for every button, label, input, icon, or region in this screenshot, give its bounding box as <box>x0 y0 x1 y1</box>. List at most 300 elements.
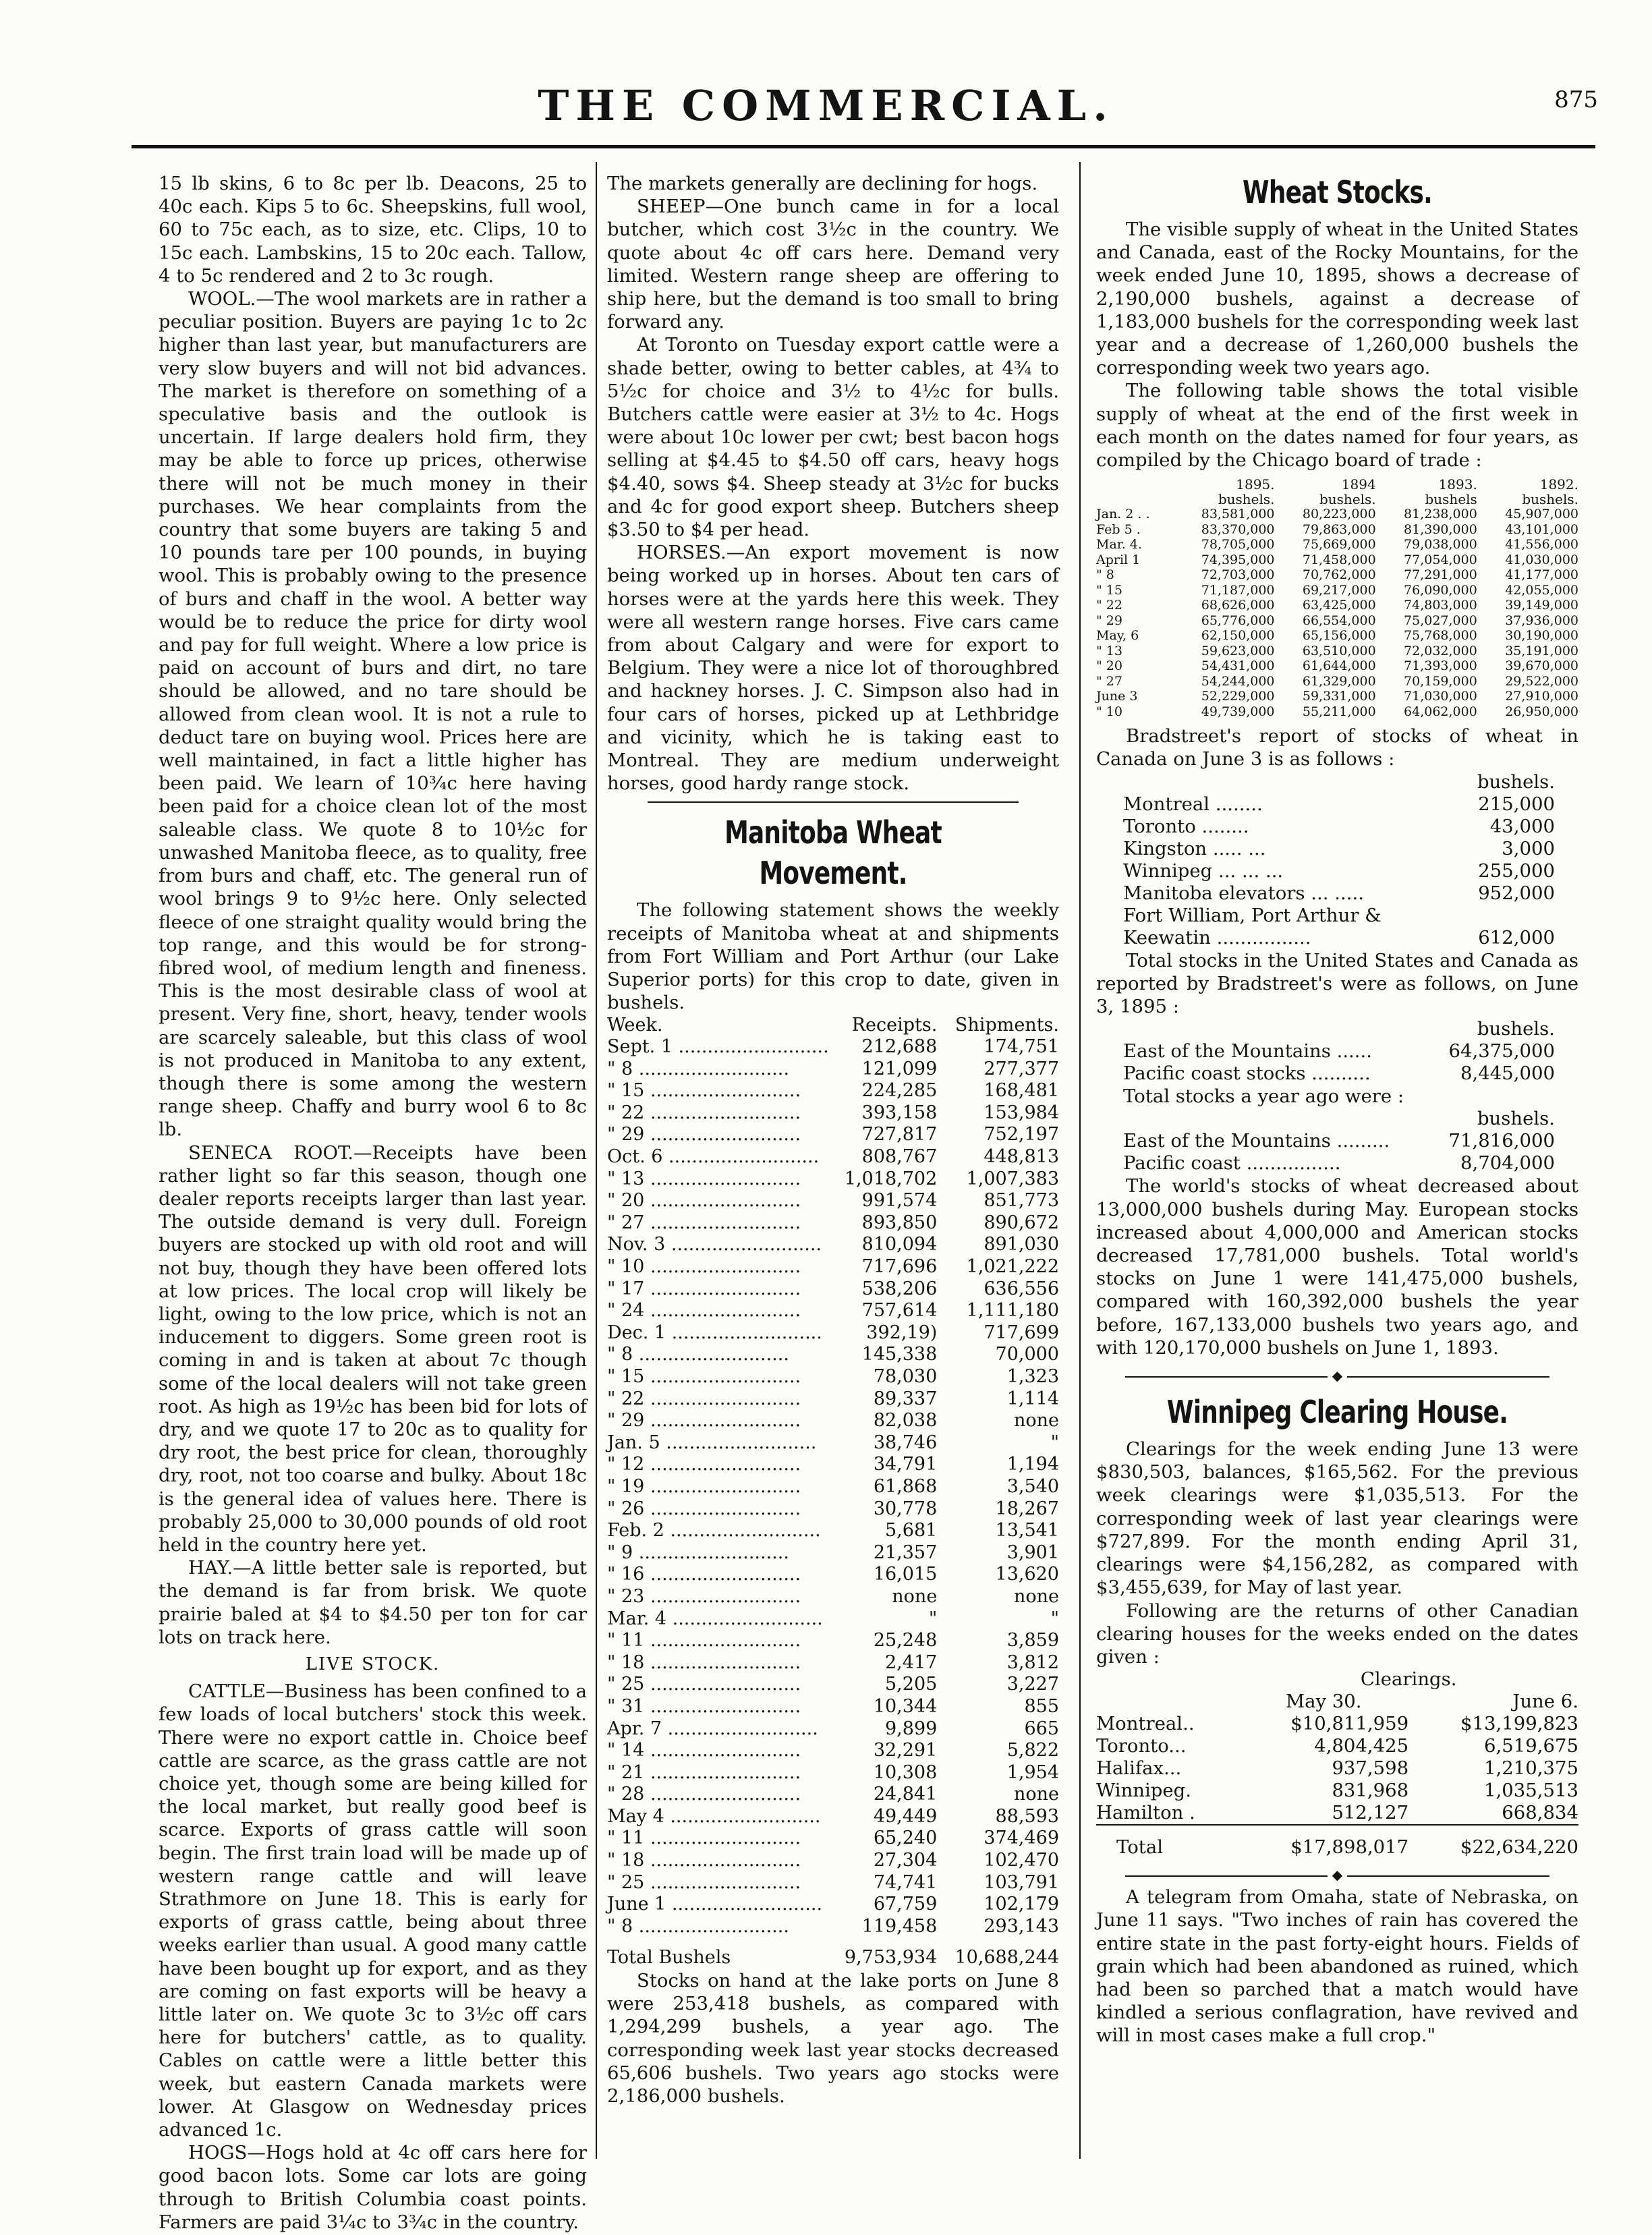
table-row-cell: 5,205 <box>885 1674 938 1695</box>
table-row-cell: 71,458,000 <box>1302 552 1376 567</box>
clearings-total-label: Total <box>1116 1836 1164 1859</box>
list-item <box>1123 1040 1555 1063</box>
table-row-cell: 35,191,000 <box>1505 643 1578 658</box>
clearings-total-may: $17,898,017 <box>1290 1836 1409 1859</box>
table-row <box>607 1608 1059 1631</box>
year-ago-label: Total stocks a year ago were : <box>1123 1085 1404 1108</box>
table-row <box>607 1586 1059 1608</box>
paragraph-manitoba-intro: The following statement shows the weekly receipts of Manitoba wheat at and shipments from Fort William and Port Arthur (our Lake Superior ports) for this crop to date, given in bushels. <box>607 899 1059 1014</box>
table-row-cell: " 29 ..... <box>607 1124 829 1146</box>
visible-supply-body <box>1096 507 1578 719</box>
table-row-cell: 81,390,000 <box>1404 521 1477 537</box>
section-rule <box>648 801 1019 803</box>
table-row-cell: 41,030,000 <box>1505 552 1578 567</box>
visible-supply-table <box>1096 477 1578 719</box>
paragraph-wool: WOOL.—The wool markets are in rather a peculiar position. Buyers are paying 1c to 2c higher than last year, but manufacturers are very slow buyers and will not bid advances. The market is therefore on something of a speculative basis and the outlook is uncertain. If large dealers hold firm, they may be able to force up prices, otherwise there will not be much money in their purchases. We hear complaints from the country that some buyers are taking 5 and 10 pounds tare per 100 pounds, in buying wool. This is probably owing to the presence of burs and chaff in the wool. A better way would be to reduce the price for dirty wool and pay for full weight. Where a low price is paid on account of burs and dirt, no tare should be allowed, and no tare should be allowed from clean wool. It is not a rule to deduct tare on buying wool. Prices here are well maintained, in fact a little higher has been paid. We learn of 10¾c here having been paid for a choice clean lot of the most saleable class. We quote 8 to 10½c for unwashed Manitoba fleece, as to quality, free from burs and chaff, etc. The general run of wool brings 9 to 9½c here. Only selected fleece of one straight quality would bring the top range, and this would be for strong-fibred wool, of medium length and fineness. This is the most desirable class of wool at present. Very fine, short, heavy, tender wools are scarcely saleable, but this class of wool is not produced in Manitoba to any extent, though there is some among the western range sheep. Chaffy and burry wool 6 to 8c lb. <box>159 288 587 1141</box>
year-header: 1895. <box>1236 476 1275 493</box>
table-row <box>1096 704 1578 720</box>
header-rule <box>132 145 1595 148</box>
clearings-col-header: June 6. <box>1512 1691 1578 1713</box>
table-row-cell: 153,984 <box>984 1102 1059 1123</box>
table-row-cell: 65,156,000 <box>1302 628 1376 644</box>
list-item-cell: Pacific coast ................ <box>1123 1152 1341 1175</box>
table-row-cell: 39,670,000 <box>1505 658 1578 674</box>
table-row <box>1096 613 1578 629</box>
table-row-cell: 55,211,000 <box>1302 704 1376 719</box>
table-row-cell: 66,554,000 <box>1302 613 1376 628</box>
manitoba-table-body <box>607 1036 1059 1937</box>
table-row <box>607 1036 1059 1058</box>
table-row-cell: 82,038 <box>873 1410 938 1432</box>
table-row-cell: 16,015 <box>873 1564 938 1585</box>
table-row-cell: 1,021,222 <box>966 1256 1059 1278</box>
table-row-cell: " 22 ..... <box>607 1102 829 1125</box>
table-row-cell: 808,767 <box>861 1146 938 1168</box>
table-row-cell: 70,159,000 <box>1404 673 1477 689</box>
table-row <box>1096 507 1578 522</box>
list-item-cell: Montreal ........ <box>1123 793 1263 815</box>
table-row <box>1096 583 1578 598</box>
total-receipts: 9,753,934 <box>844 1947 938 1969</box>
table-row <box>1096 1735 1578 1757</box>
table-row-cell: " <box>928 1608 938 1629</box>
table-row-cell: 538,206 <box>861 1278 938 1299</box>
table-row-cell: 3,859 <box>1006 1630 1059 1651</box>
table-row-cell: " 23 ..... <box>607 1586 829 1608</box>
table-row-cell: 4,804,425 <box>1314 1735 1409 1757</box>
table-row-cell: 18,267 <box>995 1498 1059 1519</box>
table-row-cell: " 28 ..... <box>607 1784 829 1806</box>
unit-label: bushels. <box>1477 770 1555 793</box>
table-row <box>607 1212 1059 1235</box>
table-row-cell: 63,425,000 <box>1302 598 1376 613</box>
table-row-cell: 3,227 <box>1006 1674 1059 1695</box>
table-row <box>1096 598 1578 613</box>
table-row-cell: " 19 ..... <box>607 1476 829 1498</box>
table-row-cell: " 9 ..... <box>607 1542 829 1564</box>
table-row-cell: " 10 <box>1096 704 1122 719</box>
table-row-cell: 41,556,000 <box>1505 537 1578 553</box>
table-row-cell: 59,331,000 <box>1302 689 1376 704</box>
table-row-cell: 54,244,000 <box>1201 673 1275 689</box>
table-row <box>607 1322 1059 1345</box>
table-row-cell: " 24 ..... <box>607 1300 829 1322</box>
table-row-cell: 10,344 <box>873 1695 938 1717</box>
list-item-cell: Toronto ........ <box>1123 815 1249 837</box>
table-row-cell: 13,620 <box>995 1564 1059 1585</box>
table-row-cell: " 11 ..... <box>607 1630 829 1652</box>
list-item-cell: 952,000 <box>1478 882 1555 904</box>
paragraph-toronto: At Toronto on Tuesday export cattle were a shade better, owing to better cables, at 4¾ to 5½c for choice and 3½ to 4½c for bulls. Butchers cattle were easier at 3½ to 4c. Hogs were about 10c lower per cwt; best bacon hogs selling at $4.45 to $4.50 off cars, heavy hogs $4.40, sows $4. Sheep steady at 3½c for bucks and 4c for good export sheep. Butchers sheep $3.50 to $4 per head. <box>607 334 1059 541</box>
table-row-cell: 1,007,383 <box>966 1168 1059 1189</box>
table-row-cell: none <box>1013 1784 1059 1805</box>
paragraph-bradstreet: Bradstreet's report of stocks of wheat in Canada on June 3 is as follows : <box>1096 725 1578 770</box>
paragraph-total-stocks: Total stocks in the United States and Canada as reported by Bradstreet's were as follows, on June 3, 1895 : <box>1096 949 1578 1018</box>
table-row-cell: " 29 <box>1096 613 1122 628</box>
table-row-cell: Apr. 7 ..... <box>607 1718 829 1741</box>
unit-header: bushels <box>1425 491 1477 508</box>
table-row-cell: 49,739,000 <box>1201 704 1275 719</box>
table-row-cell: 168,481 <box>984 1080 1059 1102</box>
table-row-cell: 61,644,000 <box>1302 658 1376 674</box>
table-row-cell: 68,626,000 <box>1201 598 1275 613</box>
table-row-cell: 21,357 <box>873 1541 938 1563</box>
clearings-body <box>1096 1713 1578 1825</box>
table-row-cell: 70,762,000 <box>1302 567 1376 583</box>
table-row <box>607 1102 1059 1125</box>
clearings-table <box>1096 1668 1578 1859</box>
table-row-cell: 5,681 <box>885 1520 938 1541</box>
table-row <box>607 1168 1059 1191</box>
winnipeg-clearing-heading: Winnipeg Clearing House. <box>1166 1394 1508 1431</box>
list-item-cell: 3,000 <box>1502 837 1555 859</box>
table-row-cell: " 22 <box>1096 598 1122 613</box>
table-row-cell: Feb. 2 ..... <box>607 1520 829 1542</box>
clearings-total-june: $22,634,220 <box>1460 1836 1578 1859</box>
table-row <box>607 1630 1059 1652</box>
manitoba-wheat-table <box>607 1015 1059 1970</box>
table-row-cell: 77,291,000 <box>1404 567 1477 583</box>
table-row <box>607 1542 1059 1564</box>
table-header-receipts: Receipts. <box>851 1014 938 1036</box>
paragraph-lake-stocks: Stocks on hand at the lake ports on June 8 were 253,418 bushels, as compared with 1,294,299 bushels, a year ago. The corresponding week last year stocks decreased 65,606 bushels. Two years ago stocks were 2,186,000 bushels. <box>607 1970 1059 2107</box>
table-row-cell: 512,127 <box>1332 1802 1409 1824</box>
table-row-cell: 69,217,000 <box>1302 582 1376 598</box>
table-row-cell: May 4 ..... <box>607 1806 829 1828</box>
list-item-cell: 71,816,000 <box>1448 1130 1555 1152</box>
table-row <box>1096 1802 1578 1825</box>
list-item <box>1123 882 1555 905</box>
table-row-cell: 374,469 <box>984 1828 1059 1849</box>
table-row-cell: Halifax... <box>1096 1757 1182 1780</box>
table-header-shipments: Shipments. <box>955 1014 1059 1036</box>
unit-label: bushels. <box>1477 1018 1555 1040</box>
fort-william-label: Fort William, Port Arthur & <box>1123 904 1382 926</box>
table-row-cell: 3,812 <box>1006 1651 1059 1673</box>
column-three <box>1096 172 1578 2162</box>
table-row-cell: " 25 ..... <box>607 1872 829 1894</box>
table-row-cell: 851,773 <box>984 1190 1059 1212</box>
table-row-cell: 891,030 <box>984 1234 1059 1255</box>
table-row-cell: 49,449 <box>873 1805 938 1827</box>
table-row-cell: " 26 ..... <box>607 1498 829 1521</box>
table-row-cell: 2,417 <box>885 1651 938 1673</box>
us-stocks-table <box>1123 1018 1555 1085</box>
us-stocks-year-ago-table <box>1123 1108 1555 1175</box>
table-row-cell: Feb 5 . <box>1096 521 1141 537</box>
table-row-cell: 757,614 <box>861 1300 938 1322</box>
us-stocks-year-ago-body <box>1123 1130 1555 1175</box>
table-row-cell: 393,158 <box>861 1102 938 1123</box>
table-row-cell: Jan. 2 . . <box>1096 507 1150 522</box>
table-row-cell: 890,672 <box>984 1212 1059 1233</box>
table-row-cell: " 17 ..... <box>607 1278 829 1301</box>
table-row-cell: 83,370,000 <box>1201 521 1275 537</box>
table-row-cell: 1,954 <box>1006 1761 1059 1783</box>
table-row-cell: 10,308 <box>873 1761 938 1783</box>
table-row-cell: " 18 ..... <box>607 1652 829 1674</box>
table-row <box>1096 522 1578 538</box>
table-row <box>1096 537 1578 553</box>
table-row <box>607 1300 1059 1322</box>
table-row-cell: none <box>1013 1410 1059 1432</box>
column-divider <box>596 162 597 2159</box>
table-row-cell: none <box>892 1585 938 1607</box>
table-row-cell: 26,950,000 <box>1505 704 1578 719</box>
paragraph-world-stocks: The world's stocks of wheat decreased about 13,000,000 bushels during May. European stocks increased about 4,000,000 and American stocks decreased 17,781,000 bushels. Total world's stocks on June 1 were 141,475,000 bushels, compared with 160,392,000 bushels the year before, 167,133,000 bushels two years ago, and with 120,170,000 bushels on June 1, 1893. <box>1096 1175 1578 1359</box>
paragraph-other-clearings: Following are the returns of other Canadian clearing houses for the weeks ended on the dates given : <box>1096 1600 1578 1668</box>
table-row-cell: 1,018,702 <box>844 1168 938 1189</box>
paragraph-cattle: CATTLE—Business has been confined to a few loads of local butchers' stock this week. There were no export cattle in. Choice beef cattle are scarce, as the grass cattle are not choice yet, though some are being killed for the local market, but really good beef is scarce. Exports of grass cattle will soon begin. The first train load will be made up of western range cattle and will leave Strathmore on June 18. This is early for exports of grass cattle, being about three weeks earlier than usual. A good many cattle have been bought up for export, and as they are coming on fast exports will be heavy a little later on. We quote 3c to 3½c off cars here for butchers' cattle, as to quality. Cables on cattle were a little better this week, but eastern Canada markets were lower. At Glasgow on Wednesday prices advanced 1c. <box>159 1680 587 2141</box>
paragraph-hogs: HOGS—Hogs hold at 4c off cars here for good bacon lots. Some car lots are going through to British Columbia coast points. Farmers are paid 3¼c to 3¾c in the country. <box>159 2142 587 2233</box>
list-item <box>1123 1130 1555 1152</box>
table-row-cell: none <box>1013 1585 1059 1607</box>
table-row-cell: 831,968 <box>1332 1780 1409 1802</box>
table-row-cell: " 13 ..... <box>607 1168 829 1191</box>
table-row-cell: 29,522,000 <box>1505 673 1578 689</box>
unit-label: bushels. <box>1477 1108 1555 1130</box>
table-row-cell: $10,811,959 <box>1290 1713 1409 1735</box>
wheat-stocks-heading: Wheat Stocks. <box>1243 174 1432 210</box>
year-header: 1894 <box>1341 476 1376 493</box>
table-row-cell: 76,090,000 <box>1404 582 1477 598</box>
table-row <box>607 1234 1059 1256</box>
table-row-cell: 63,510,000 <box>1302 643 1376 658</box>
table-row <box>1096 644 1578 659</box>
column-two <box>607 172 1059 2162</box>
table-row <box>607 1190 1059 1212</box>
table-row-cell: " 29 ..... <box>607 1410 829 1432</box>
table-row-cell: 119,458 <box>861 1915 938 1937</box>
column-divider <box>1079 162 1081 2159</box>
table-row <box>607 1058 1059 1081</box>
table-row-cell: Mar. 4 ..... <box>607 1608 829 1631</box>
list-item-cell: 43,000 <box>1489 815 1555 837</box>
table-row <box>607 1872 1059 1894</box>
table-row-cell: 752,197 <box>984 1124 1059 1145</box>
table-row-cell: Winnipeg. <box>1096 1780 1192 1802</box>
table-row-cell: 717,696 <box>861 1256 938 1278</box>
table-row-cell: 727,817 <box>861 1124 938 1145</box>
table-row-cell: 74,803,000 <box>1404 598 1477 613</box>
table-row-cell: 71,030,000 <box>1404 689 1477 704</box>
table-row-cell: 71,187,000 <box>1201 582 1275 598</box>
table-row-cell: 893,850 <box>861 1212 938 1233</box>
list-item-cell: 64,375,000 <box>1448 1040 1555 1063</box>
table-row-cell: 392,19) <box>866 1322 938 1343</box>
total-label: Total Bushels <box>607 1947 731 1969</box>
table-row <box>607 1564 1059 1586</box>
table-row-cell: 277,377 <box>984 1058 1059 1079</box>
table-row-cell: June 1 ..... <box>607 1894 829 1916</box>
table-row-cell: $13,199,823 <box>1460 1713 1578 1735</box>
clearings-col-header: May 30. <box>1285 1691 1362 1713</box>
table-row <box>607 1718 1059 1741</box>
list-item <box>1123 1063 1555 1085</box>
table-row-cell: 78,705,000 <box>1201 537 1275 553</box>
table-row-cell: " 18 ..... <box>607 1850 829 1872</box>
keewatin-value: 612,000 <box>1478 926 1555 949</box>
table-row <box>1096 1757 1578 1780</box>
table-row-cell: Jan. 5 ..... <box>607 1432 829 1454</box>
table-row-cell: 70,000 <box>995 1344 1059 1365</box>
table-row <box>1096 658 1578 674</box>
table-row-cell: 81,238,000 <box>1404 507 1477 522</box>
table-header-week: Week. <box>607 1014 663 1036</box>
list-item <box>1123 1152 1555 1175</box>
table-row <box>607 1806 1059 1828</box>
table-row-cell: 810,094 <box>861 1234 938 1255</box>
table-row-cell: 41,177,000 <box>1505 567 1578 583</box>
table-row-cell: 37,936,000 <box>1505 613 1578 628</box>
table-row-cell: 43,101,000 <box>1505 521 1578 537</box>
table-row-cell: 30,190,000 <box>1505 628 1578 644</box>
table-row <box>607 1652 1059 1674</box>
paragraph-skins: 15 lb skins, 6 to 8c per lb. Deacons, 25 to 40c each. Kips 5 to 6c. Sheepskins, full wool, 60 to 75c each, as to size, etc. Clips, 10 to 15c each. Lambskins, 15 to 20c each. Tallow, 4 to 5c rendered and 2 to 3c rough. <box>159 173 587 287</box>
table-row-cell: 64,062,000 <box>1404 704 1477 719</box>
table-row-cell: June 3 <box>1096 689 1138 704</box>
table-row-cell: 65,240 <box>873 1828 938 1849</box>
table-row <box>1096 1713 1578 1735</box>
table-row-cell: " 25 ..... <box>607 1674 829 1696</box>
list-item <box>1123 860 1555 882</box>
table-row <box>1096 674 1578 689</box>
paragraph-hay: HAY.—A little better sale is reported, but the demand is far from brisk. We quote prairie baled at $4 to $4.50 per ton for car lots on track here. <box>159 1557 587 1648</box>
table-row <box>607 1388 1059 1411</box>
table-row <box>607 1366 1059 1388</box>
table-row-cell: 54,431,000 <box>1201 658 1275 674</box>
table-row <box>1096 553 1578 568</box>
table-row-cell: " <box>1050 1432 1059 1453</box>
page-number: 875 <box>1554 86 1598 113</box>
table-row-cell: 79,038,000 <box>1404 537 1477 553</box>
table-row-cell: 9,899 <box>885 1718 938 1739</box>
table-row <box>607 1454 1059 1476</box>
table-row <box>1096 689 1578 704</box>
table-row <box>607 1344 1059 1366</box>
canada-stocks-table <box>1123 771 1555 949</box>
clearings-label: Clearings. <box>1360 1668 1457 1691</box>
table-row-cell: 75,768,000 <box>1404 628 1477 644</box>
table-row-cell: 30,778 <box>873 1498 938 1519</box>
table-row-cell: 75,027,000 <box>1404 613 1477 628</box>
table-row <box>607 1476 1059 1498</box>
ornamental-rule: ◆ <box>1096 1868 1578 1882</box>
table-row <box>1096 567 1578 583</box>
column-one <box>159 172 588 2233</box>
table-row-cell: Montreal.. <box>1096 1713 1195 1735</box>
table-row-cell: " 20 ..... <box>607 1190 829 1212</box>
table-row-cell: 89,337 <box>873 1388 938 1409</box>
table-row-cell: 13,541 <box>995 1520 1059 1541</box>
paragraph-omaha: A telegram from Omaha, state of Nebraska, on June 11 says. "Two inches of rain has covered the entire state in the past forty-eight hours. Fields of grain which had been abandoned as ruined, which had been so parched that a match would have kindled a serious conflagration, have revived and will in most cases make a full crop." <box>1096 1886 1578 2047</box>
list-item-cell: Winnipeg ... ... ... <box>1123 859 1284 882</box>
table-row-cell: 27,910,000 <box>1505 689 1578 704</box>
table-row-cell: 174,751 <box>984 1036 1059 1058</box>
table-row-cell: " 20 <box>1096 658 1122 674</box>
list-item-cell: Pacific coast stocks .......... <box>1123 1063 1371 1085</box>
table-row-cell: 1,035,513 <box>1484 1780 1578 1802</box>
list-item <box>1123 793 1555 816</box>
table-row-cell: 24,841 <box>873 1784 938 1805</box>
table-row-cell: 27,304 <box>873 1850 938 1871</box>
table-row <box>607 1894 1059 1916</box>
table-row-cell: Mar. 4. <box>1096 537 1142 553</box>
table-row <box>607 1828 1059 1850</box>
table-row-cell: 102,179 <box>984 1894 1059 1915</box>
table-row-cell: 293,143 <box>984 1915 1059 1937</box>
table-row <box>607 1696 1059 1718</box>
table-row-cell: Oct. 6 ..... <box>607 1146 829 1168</box>
table-row-cell: 25,248 <box>873 1630 938 1651</box>
table-row-cell: 5,822 <box>1006 1740 1059 1761</box>
total-shipments: 10,688,244 <box>955 1947 1059 1969</box>
table-row-cell: 67,759 <box>873 1894 938 1915</box>
paragraph-clearings: Clearings for the week ending June 13 were $830,503, balances, $165,562. For the previous week clearings were $1,035,513. For the corresponding week of last year clearings were $727,899. For the month ending April 31, clearings were $4,156,282, as compared with $3,455,639, for May of last year. <box>1096 1438 1578 1599</box>
table-row <box>607 1410 1059 1432</box>
masthead-title: THE COMMERCIAL. <box>538 81 1114 130</box>
livestock-subheading: LIVE STOCK. <box>305 1654 440 1674</box>
table-row-cell: " 16 ..... <box>607 1564 829 1586</box>
table-row-cell: " 8 ..... <box>607 1916 829 1938</box>
list-item-cell: 255,000 <box>1478 859 1555 882</box>
table-row <box>607 1916 1059 1938</box>
table-row-cell: " 13 <box>1096 643 1122 658</box>
table-row-cell: 61,329,000 <box>1302 673 1376 689</box>
unit-header: bushels. <box>1218 491 1275 508</box>
table-row-cell: 83,581,000 <box>1201 507 1275 522</box>
table-row-cell: " 12 ..... <box>607 1454 829 1476</box>
unit-header: bushels. <box>1522 491 1578 508</box>
table-row-cell: " 8 ..... <box>607 1344 829 1366</box>
table-row-cell: " 14 ..... <box>607 1740 829 1762</box>
list-item-cell: 215,000 <box>1478 793 1555 815</box>
table-row <box>607 1850 1059 1872</box>
table-row-cell: Hamilton . <box>1096 1802 1195 1824</box>
table-row-cell: " 11 ..... <box>607 1828 829 1850</box>
table-row-cell: 79,863,000 <box>1302 521 1376 537</box>
year-header: 1892. <box>1539 476 1578 493</box>
table-row-cell: " 22 ..... <box>607 1388 829 1411</box>
manitoba-wheat-heading: Manitoba Wheat Movement. <box>724 814 942 892</box>
table-row-cell: 39,149,000 <box>1505 598 1578 613</box>
list-item-cell: 8,704,000 <box>1460 1152 1555 1175</box>
table-row <box>607 1278 1059 1301</box>
table-row-cell: 45,907,000 <box>1505 507 1578 522</box>
list-item-cell: Manitoba elevators ... ..... <box>1123 882 1364 904</box>
table-row-cell: 72,032,000 <box>1404 643 1477 658</box>
table-row <box>607 1124 1059 1146</box>
table-row-cell: 74,741 <box>873 1871 938 1893</box>
list-item-cell: East of the Mountains ......... <box>1123 1130 1390 1152</box>
table-row-cell: Toronto... <box>1096 1735 1187 1757</box>
table-row <box>607 1432 1059 1454</box>
table-row-cell: 88,593 <box>995 1805 1059 1827</box>
table-row-cell: 3,540 <box>1006 1475 1059 1497</box>
table-row-cell: 212,688 <box>861 1036 938 1058</box>
list-item-cell: East of the Mountains ...... <box>1123 1040 1373 1063</box>
table-row-cell: 665 <box>1024 1718 1059 1739</box>
table-row-cell: " 31 ..... <box>607 1696 829 1718</box>
table-row-cell: 102,470 <box>984 1850 1059 1871</box>
table-row <box>607 1740 1059 1762</box>
list-item <box>1123 816 1555 838</box>
table-row-cell: 448,813 <box>984 1146 1059 1168</box>
table-row-cell: 121,099 <box>861 1058 938 1079</box>
table-row-cell: 855 <box>1024 1695 1059 1717</box>
table-row <box>1096 1780 1578 1802</box>
table-row-cell: 78,030 <box>873 1366 938 1387</box>
